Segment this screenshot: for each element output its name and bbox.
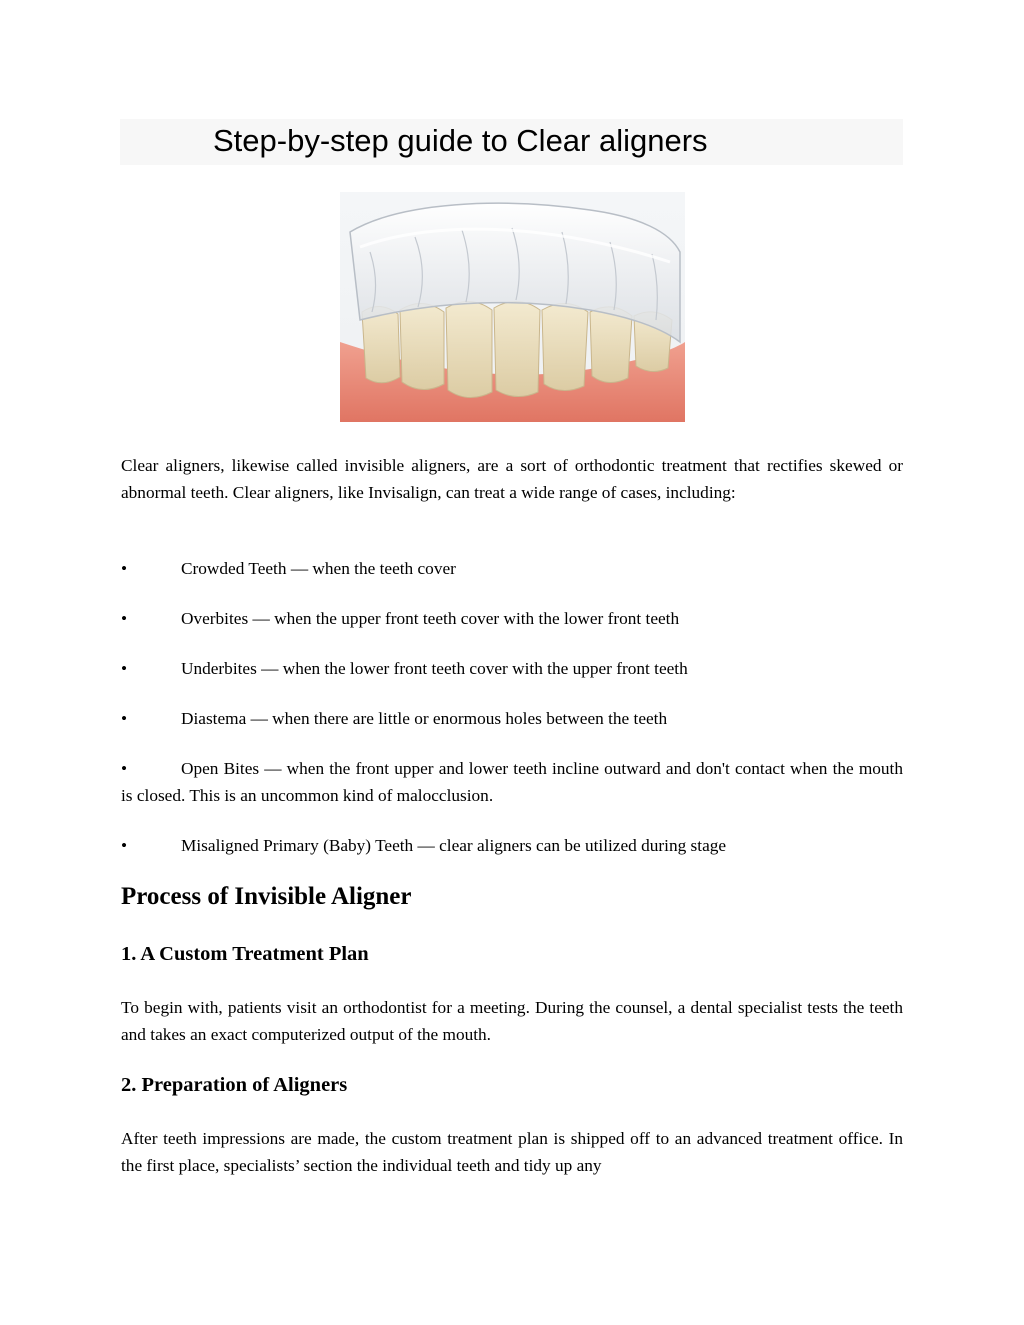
- bullet-marker: •: [121, 609, 128, 628]
- list-item: [121, 705, 903, 732]
- section-heading: Process of Invisible Aligner: [121, 883, 412, 910]
- bullet-marker: •: [121, 659, 128, 678]
- bullet-marker: •: [121, 709, 128, 728]
- list-item: [121, 605, 903, 632]
- list-item: [121, 755, 903, 809]
- clear-aligner-photo: [340, 192, 685, 422]
- page-title: Step-by-step guide to Clear aligners: [213, 123, 708, 158]
- bullet-marker: •: [121, 759, 128, 778]
- bullet-marker: •: [121, 836, 128, 855]
- intro-paragraph: Clear aligners, likewise called invisible aligners, are a sort of orthodontic treatment that rectifies skewed or abnormal teeth. Clear aligners, like Invisalign, can treat a wide range of cases, including:: [121, 456, 903, 502]
- list-item-text: Diastema — when there are little or enormous holes between the teeth: [181, 709, 668, 728]
- step-paragraph: After teeth impressions are made, the custom treatment plan is shipped off to an advanced treatment office. In the first place, specialists’ section the individual teeth and tidy up any: [121, 1129, 903, 1175]
- list-item: [121, 832, 903, 859]
- list-item-text: Overbites — when the upper front teeth cover with the lower front teeth: [181, 609, 680, 628]
- step-heading: 2. Preparation of Aligners: [121, 1074, 348, 1096]
- list-item-text: Underbites — when the lower front teeth cover with the upper front teeth: [181, 659, 688, 678]
- list-item-text: Crowded Teeth — when the teeth cover: [181, 559, 456, 578]
- list-item-text: Open Bites — when the front upper and lower teeth incline outward and don't contact when the mouth is closed. This is an uncommon kind of malocclusion.: [121, 759, 903, 805]
- step-heading: 1. A Custom Treatment Plan: [121, 943, 369, 965]
- list-item: [121, 655, 903, 682]
- list-item: [121, 555, 903, 582]
- step-paragraph: To begin with, patients visit an orthodontist for a meeting. During the counsel, a dental specialist tests the teeth and takes an exact computerized output of the mouth.: [121, 998, 903, 1044]
- bullet-marker: •: [121, 559, 128, 578]
- list-item-text: Misaligned Primary (Baby) Teeth — clear aligners can be utilized during stage: [181, 836, 727, 855]
